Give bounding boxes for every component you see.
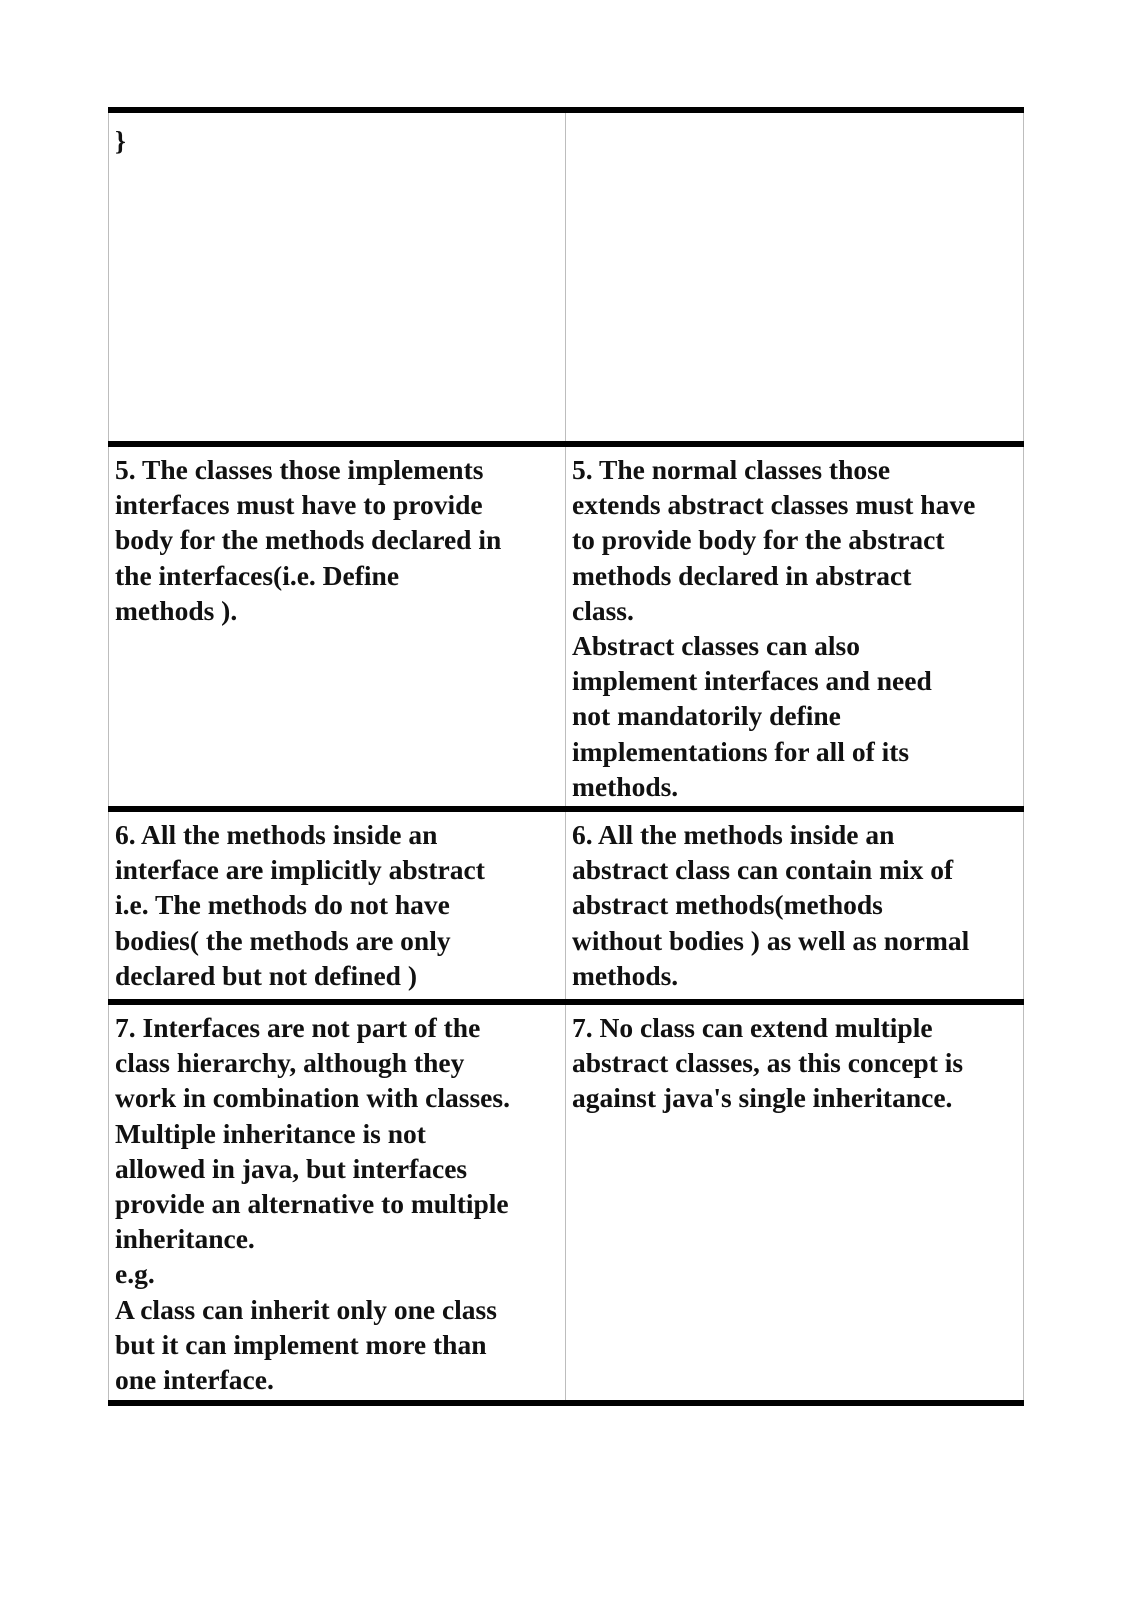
comparison-table [108,107,1024,1406]
table-cell-interface: 5. The classes those implements interfaces must have to provide body for the methods declared in the interfaces(i.e. Define methods ). [109,447,566,806]
table-cell-interface: } [109,113,566,441]
table-row [108,1005,1024,1400]
table-cell-interface: 6. All the methods inside an interface are implicitly abstract i.e. The methods do not have bodies( the methods are only declared but not defined ) [109,812,566,999]
table-cell-abstract-class [566,113,1023,441]
table-rule [108,1400,1024,1406]
table-cell-interface: 7. Interfaces are not part of the class hierarchy, although they work in combination with classes. Multiple inheritance is not allowed in java, but interfaces provide an alternative to multiple inheritance. e.g. A class can inherit only one class but it can implement more than one interface. [109,1005,566,1400]
table-row [108,113,1024,441]
table-cell-abstract-class: 6. All the methods inside an abstract class can contain mix of abstract methods(methods without bodies ) as well as normal methods. [572,819,970,991]
table-cell-abstract-class: 5. The normal classes those extends abstract classes must have to provide body for the abstract methods declared in abstract class. Abstract classes can also implement interfaces and need not mandatorily define implementations for all of its methods. [572,454,976,802]
table-cell-abstract-class: 7. No class can extend multiple abstract classes, as this concept is against java's single inheritance. [572,1012,964,1114]
table-row [108,812,1024,999]
table-row [108,447,1024,806]
